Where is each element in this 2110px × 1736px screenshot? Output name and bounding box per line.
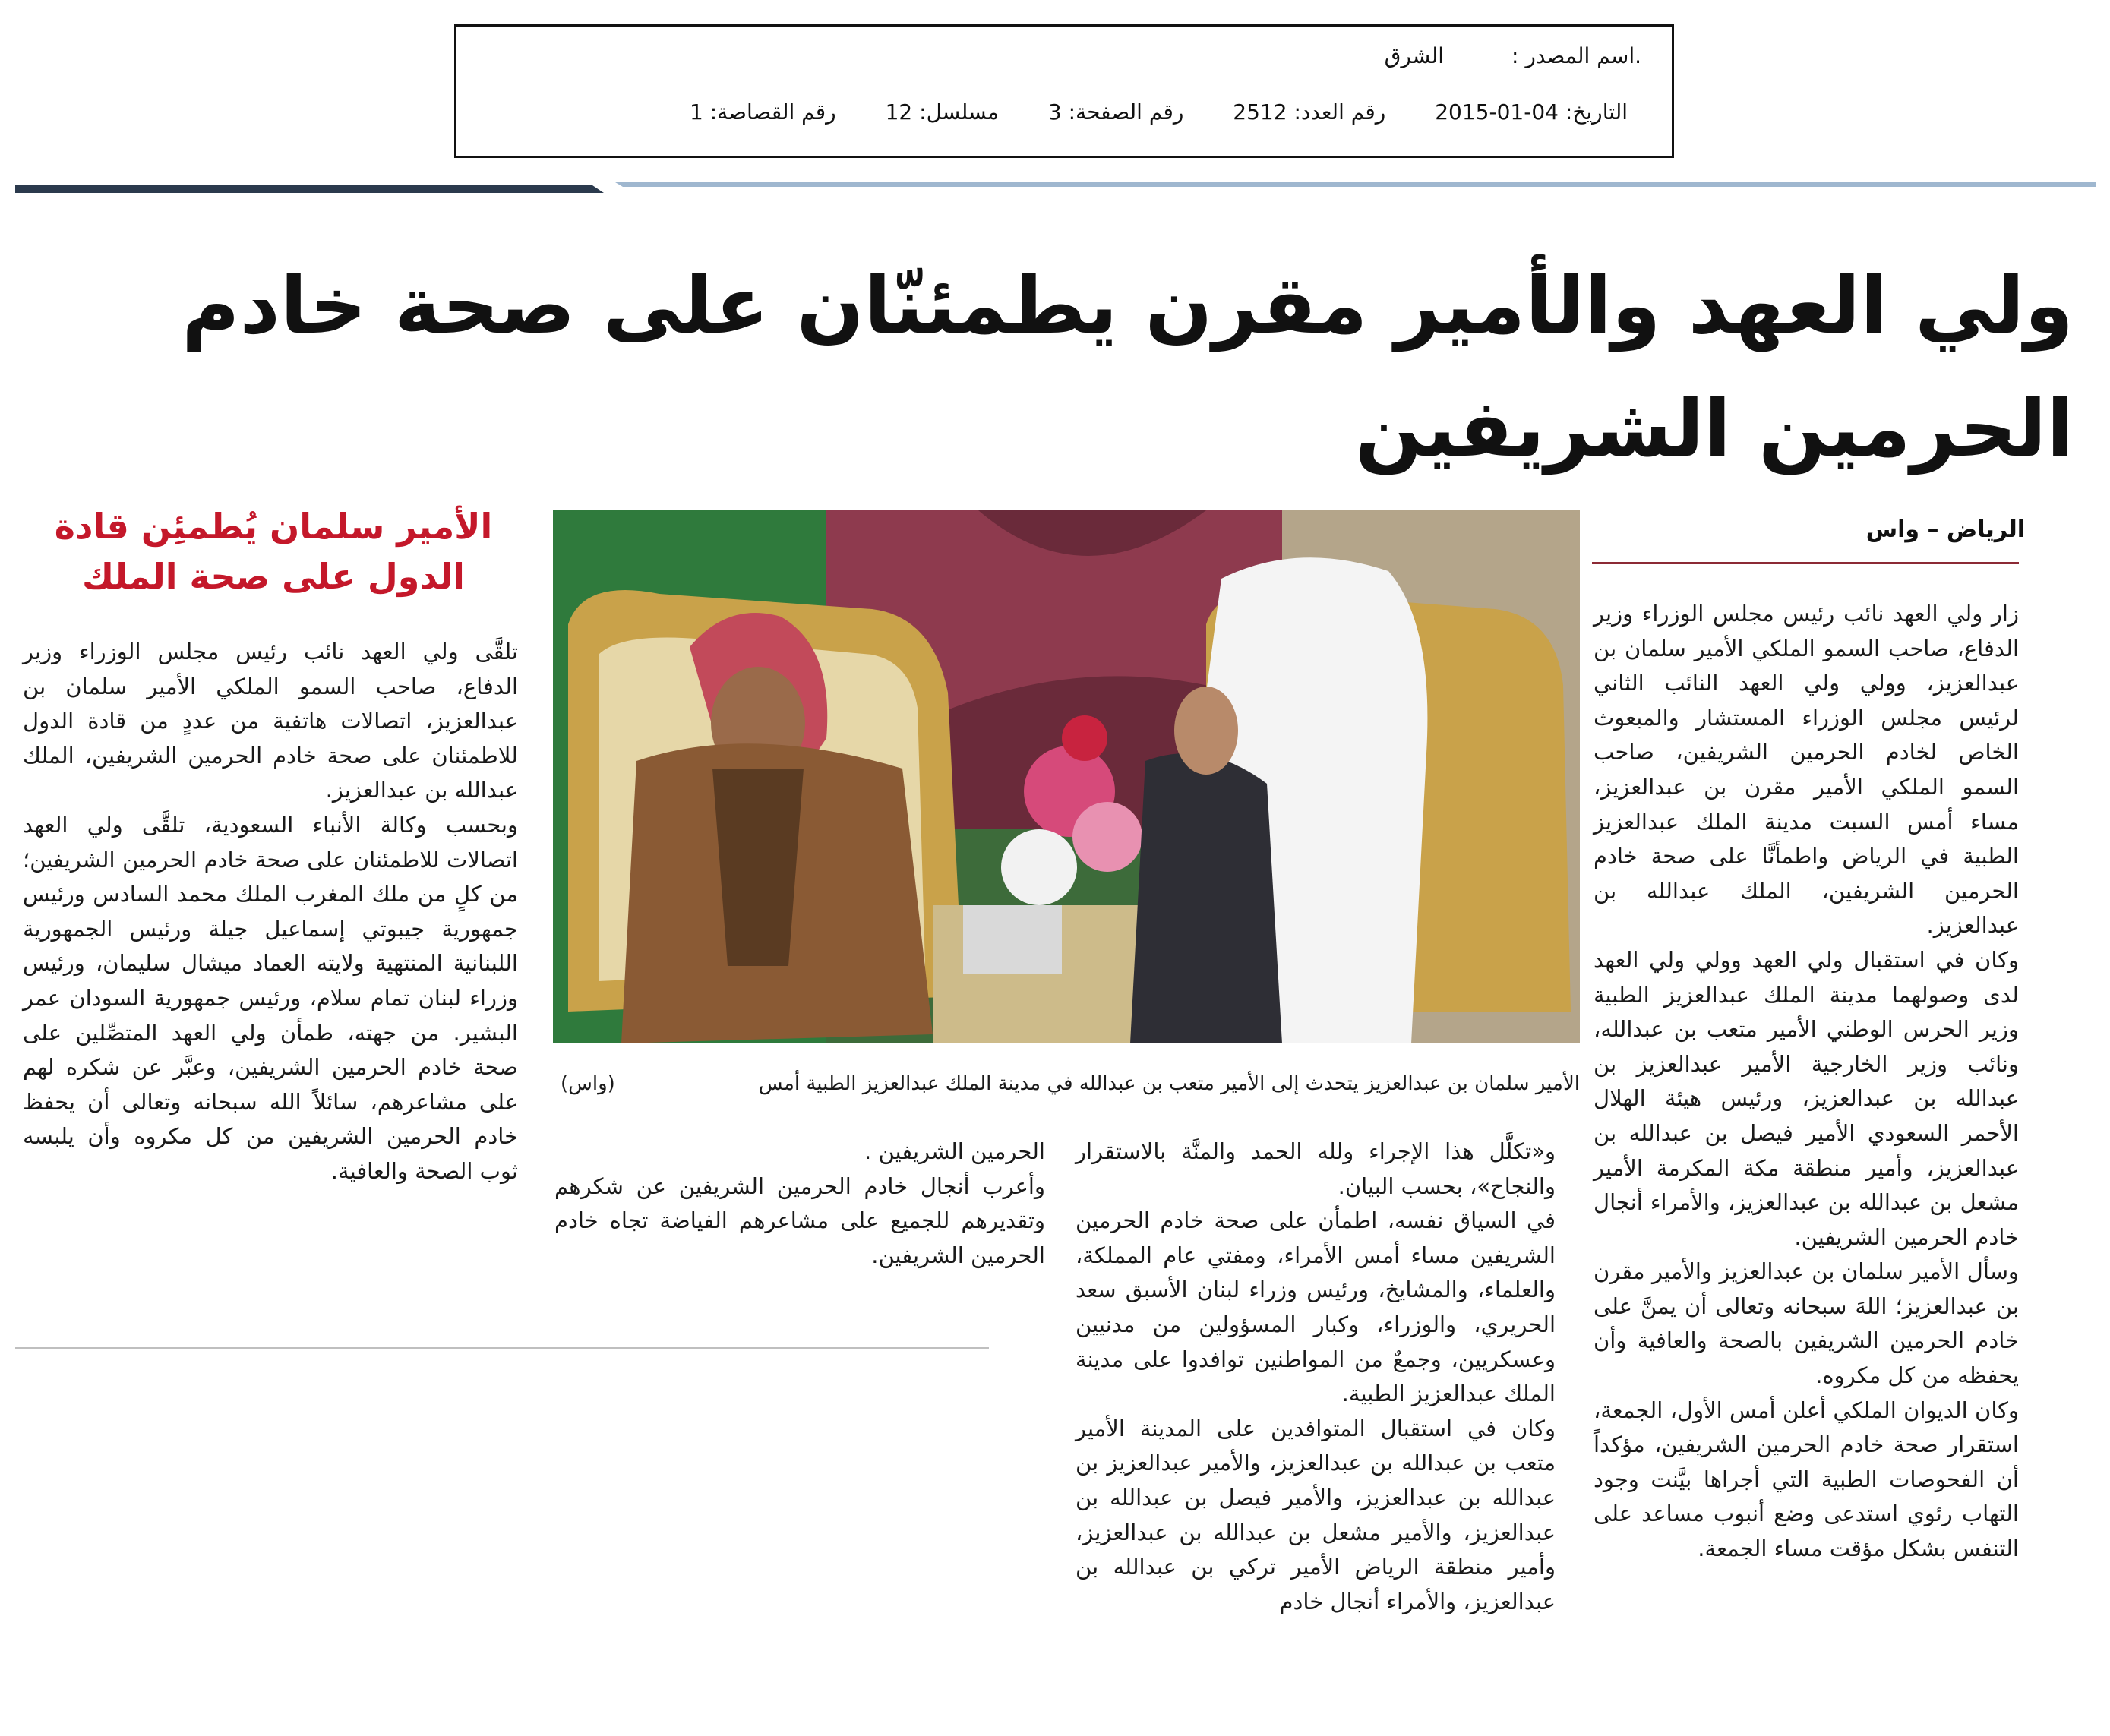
meta-clip: رقم القصاصة: 1 bbox=[690, 99, 836, 125]
paragraph: وكان في استقبال المتوافدين على المدينة الأمير متعب بن عبدالله بن عبدالعزيز، والأمير عبدالعزيز بن عبدالله بن عبدالعزيز، والأمير فيصل بن عبدالله بن عبدالعزيز، والأمير مشعل بن عبدالله بن عبدالعزيز، وأمير منطقة الرياض الأمير تركي بن عبدالله بن عبدالعزيز، والأمراء أنجال خادم bbox=[1076, 1415, 1556, 1614]
meta-serial: مسلسل: 12 bbox=[885, 99, 1000, 125]
sidebar-body bbox=[23, 635, 518, 1189]
source-value: الشرق bbox=[1384, 43, 1445, 68]
paragraph: وأعرب أنجال خادم الحرمين الشريفين عن شكرهم وتقديرهم للجميع على مشاعرهم الفياضة تجاه خادم الحرمين الشريفين. bbox=[554, 1173, 1045, 1268]
rule-dark-segment bbox=[15, 185, 604, 193]
dateline: الرياض – واس bbox=[1865, 516, 2025, 543]
source-label: .اسم المصدر : bbox=[1511, 43, 1641, 68]
paragraph: وكان في استقبال ولي العهد وولي ولي العهد لدى وصولهما مدينة الملك عبدالعزيز الطبية وزير الحرس الوطني الأمير متعب بن عبدالله، ونائب وزير الخارجية الأمير عبدالعزيز بن عبدالله بن عبدالعزيز، ورئيس هيئة الهلال الأحمر السعودي الأمير فيصل بن عبدالله بن عبدالعزيز، وأمير منطقة مكة المكرمة الأمير مشعل بن عبدالله بن عبدالعزيز، والأمراء أنجال خادم الحرمين الشريفين. bbox=[1594, 946, 2019, 1250]
paragraph: تلقَّى ولي العهد نائب رئيس مجلس الوزراء وزير الدفاع، صاحب السمو الملكي الأمير سلمان بن عبدالعزيز، اتصالات هاتفية من عددٍ من قادة الدول للاطمئنان على صحة خادم الحرمين الشريفين، الملك عبدالله بن عبدالعزيز. bbox=[23, 639, 518, 803]
paragraph: وبحسب وكالة الأنباء السعودية، تلقَّى ولي العهد اتصالات للاطمئنان على صحة خادم الحرمين الشريفين؛ من كلٍ من ملك المغرب الملك محمد السادس ورئيس جمهورية جيبوتي إسماعيل جيلة ورئيس الجمهورية اللبنانية المنتهية ولايته العماد ميشال سليمان، ورئيس وزراء لبنان تمام سلام، ورئيس جمهورية السودان عمر البشير. من جهته، طمأن ولي العهد المتصِّلين على صحة خادم الحرمين الشريفين، وعبَّر عن شكره لهم على مشاعرهم، سائلاً الله سبحانه وتعالى أن يحفظ خادم الحرمين الشريفين من كل مكروه وأن يلبسه ثوب الصحة والعافية. bbox=[23, 811, 518, 1184]
article-column-middle-left bbox=[554, 1135, 1045, 1273]
rule-light-segment bbox=[615, 182, 2096, 187]
paragraph: في السياق نفسه، اطمأن على صحة خادم الحرمين الشريفين مساء أمس الأمراء، ومفتي عام المملكة، والعلماء، والمشايخ، ورئيس وزراء لبنان الأسبق سعد الحريري، والوزراء، وكبار المسؤولين من مدنيين وعسكريين، وجمعٌ من المواطنين توافدوا على مدينة الملك عبدالعزيز الطبية. bbox=[1076, 1207, 1556, 1407]
meta-page: رقم الصفحة: 3 bbox=[1047, 99, 1184, 125]
paragraph: الحرمين الشريفين . bbox=[864, 1138, 1045, 1164]
sidebar-title-line-1: الأمير سلمان يُطمئِن قادة bbox=[54, 506, 493, 547]
paragraph: وسأل الأمير سلمان بن عبدالعزيز والأمير مقرن بن عبدالعزيز؛ اللهَ سبحانه وتعالى أن يمنَّ على خادم الحرمين الشريفين بالصحة والعافية وأن يحفظه من كل مكروه. bbox=[1594, 1258, 2019, 1389]
news-photo bbox=[553, 510, 1580, 1043]
article-column-middle-right bbox=[1076, 1135, 1556, 1619]
headline-line-2: الحرمين الشريفين bbox=[1354, 382, 2074, 475]
headline-line-1: ولي العهد والأمير مقرن يطمئنّان على صحة خادم bbox=[182, 259, 2074, 352]
sidebar-title-line-2: الدول على صحة الملك bbox=[82, 556, 465, 597]
paragraph: وكان الديوان الملكي أعلن أمس الأول، الجمعة، استقرار صحة خادم الحرمين الشريفين، مؤكداً أن الفحوصات الطبية التي أجراها بيَّنت وجود التهاب رئوي استدعى وضع أنبوب مساعد على التنفس بشكل مؤقت مساء الجمعة. bbox=[1594, 1397, 2019, 1562]
source-line bbox=[1342, 43, 1641, 68]
photo-illustration bbox=[553, 510, 1580, 1043]
source-info-box bbox=[454, 24, 1674, 158]
paragraph: زار ولي العهد نائب رئيس مجلس الوزراء وزير الدفاع، صاحب السمو الملكي الأمير سلمان بن عبدالعزيز، وولي ولي العهد النائب الثاني لرئيس مجلس الوزراء المستشار والمبعوث الخاص لخادم الحرمين الشريفين، صاحب السمو الملكي الأمير مقرن بن عبدالعزيز، مساء أمس السبت مدينة الملك عبدالعزيز الطبية في الرياض واطمأنَّا على صحة خادم الحرمين الشريفين، الملك عبدالله بن عبدالعزيز. bbox=[1594, 601, 2019, 939]
sidebar-title bbox=[23, 501, 524, 601]
meta-date: التاريخ: 04-01-2015 bbox=[1435, 99, 1628, 125]
photo-caption: الأمير سلمان بن عبدالعزيز يتحدث إلى الأمير متعب بن عبدالله في مدينة الملك عبدالعزيز الطبية أمس bbox=[758, 1072, 1580, 1095]
article-column-right bbox=[1594, 597, 2019, 1567]
dateline-divider bbox=[1592, 562, 2019, 564]
paragraph: و«تكلَّل هذا الإجراء ولله الحمد والمنَّة بالاستقرار والنجاح»، بحسب البيان. bbox=[1076, 1138, 1556, 1199]
photo-credit: (واس) bbox=[561, 1072, 615, 1095]
meta-line bbox=[647, 99, 1628, 125]
meta-issue: رقم العدد: 2512 bbox=[1233, 99, 1386, 125]
section-rule bbox=[15, 182, 2096, 194]
sidebar-bottom-rule bbox=[15, 1347, 989, 1349]
